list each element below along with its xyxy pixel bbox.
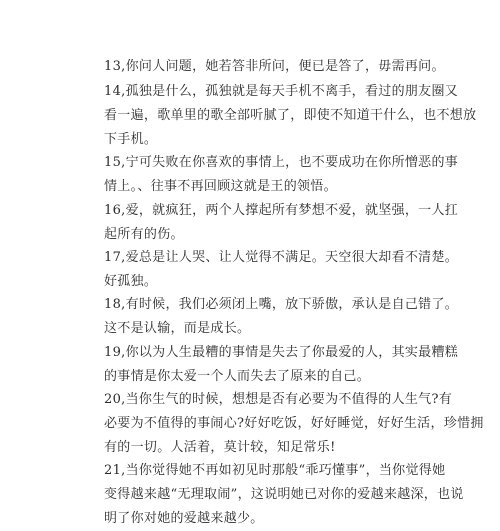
text-line: 14,孤独是什么，孤独就是每天手机不离手，看过的朋友圈又 <box>104 84 459 99</box>
text-line: 18,有时候，我们必须闭上嘴，放下骄傲，承认是自己错了。 <box>104 297 459 312</box>
text-line: 的事情是你太爱一个人而失去了原来的自己。 <box>104 369 371 384</box>
text-line: 必要为不值得的事闹心?好好吃饭，好好睡觉，好好生活，珍惜拥 <box>104 416 484 431</box>
paragraph-16 <box>104 199 459 247</box>
text-line: 20,当你生气的时候，想想是否有必要为不值得的人生气?有 <box>104 392 453 407</box>
paragraph-21 <box>104 459 464 531</box>
paragraph-17 <box>104 246 459 294</box>
text-line: 15,宁可失败在你喜欢的事情上，也不要成功在你所憎恶的事 <box>104 155 459 170</box>
paragraph-20 <box>104 388 484 460</box>
paragraph-19 <box>104 341 459 389</box>
text-line: 明了你对她的爱越来越少。 <box>104 511 264 526</box>
paragraph-15 <box>104 151 459 199</box>
text-line: 情上。、往事不再回顾这就是王的领悟。 <box>104 179 337 194</box>
text-line: 17,爱总是让人哭、让人觉得不满足。天空很大却看不清楚。 <box>104 250 459 265</box>
text-line: 13,你问人问题，她若答非所问，便已是答了，毋需再问。 <box>104 59 445 74</box>
text-line: 起所有的伤。 <box>104 227 184 242</box>
text-line: 好孤独。 <box>104 274 158 289</box>
text-line: 下手机。 <box>104 132 158 147</box>
paragraph-14 <box>104 80 477 152</box>
text-line: 变得越来越“无理取闹”，这说明她已对你的爱越来越深，也说 <box>104 487 464 502</box>
text-line: 看一遍，歌单里的歌全部听腻了，即使不知道干什么，也不想放 <box>104 108 477 123</box>
text-line: 21,当你觉得她不再如初见时那般“乖巧懂事”，当你觉得她 <box>104 463 446 478</box>
text-line: 16,爱，就疯狂，两个人撑起所有梦想不爱，就坚强，一人扛 <box>104 203 459 218</box>
paragraph-13 <box>104 55 445 79</box>
text-line: 19,你以为人生最糟的事情是失去了你最爱的人，其实最糟糕 <box>104 345 459 360</box>
paragraph-18 <box>104 293 459 341</box>
text-line: 有的一切。人活着，莫计较，知足常乐! <box>104 440 336 455</box>
text-line: 这不是认输，而是成长。 <box>104 321 251 336</box>
